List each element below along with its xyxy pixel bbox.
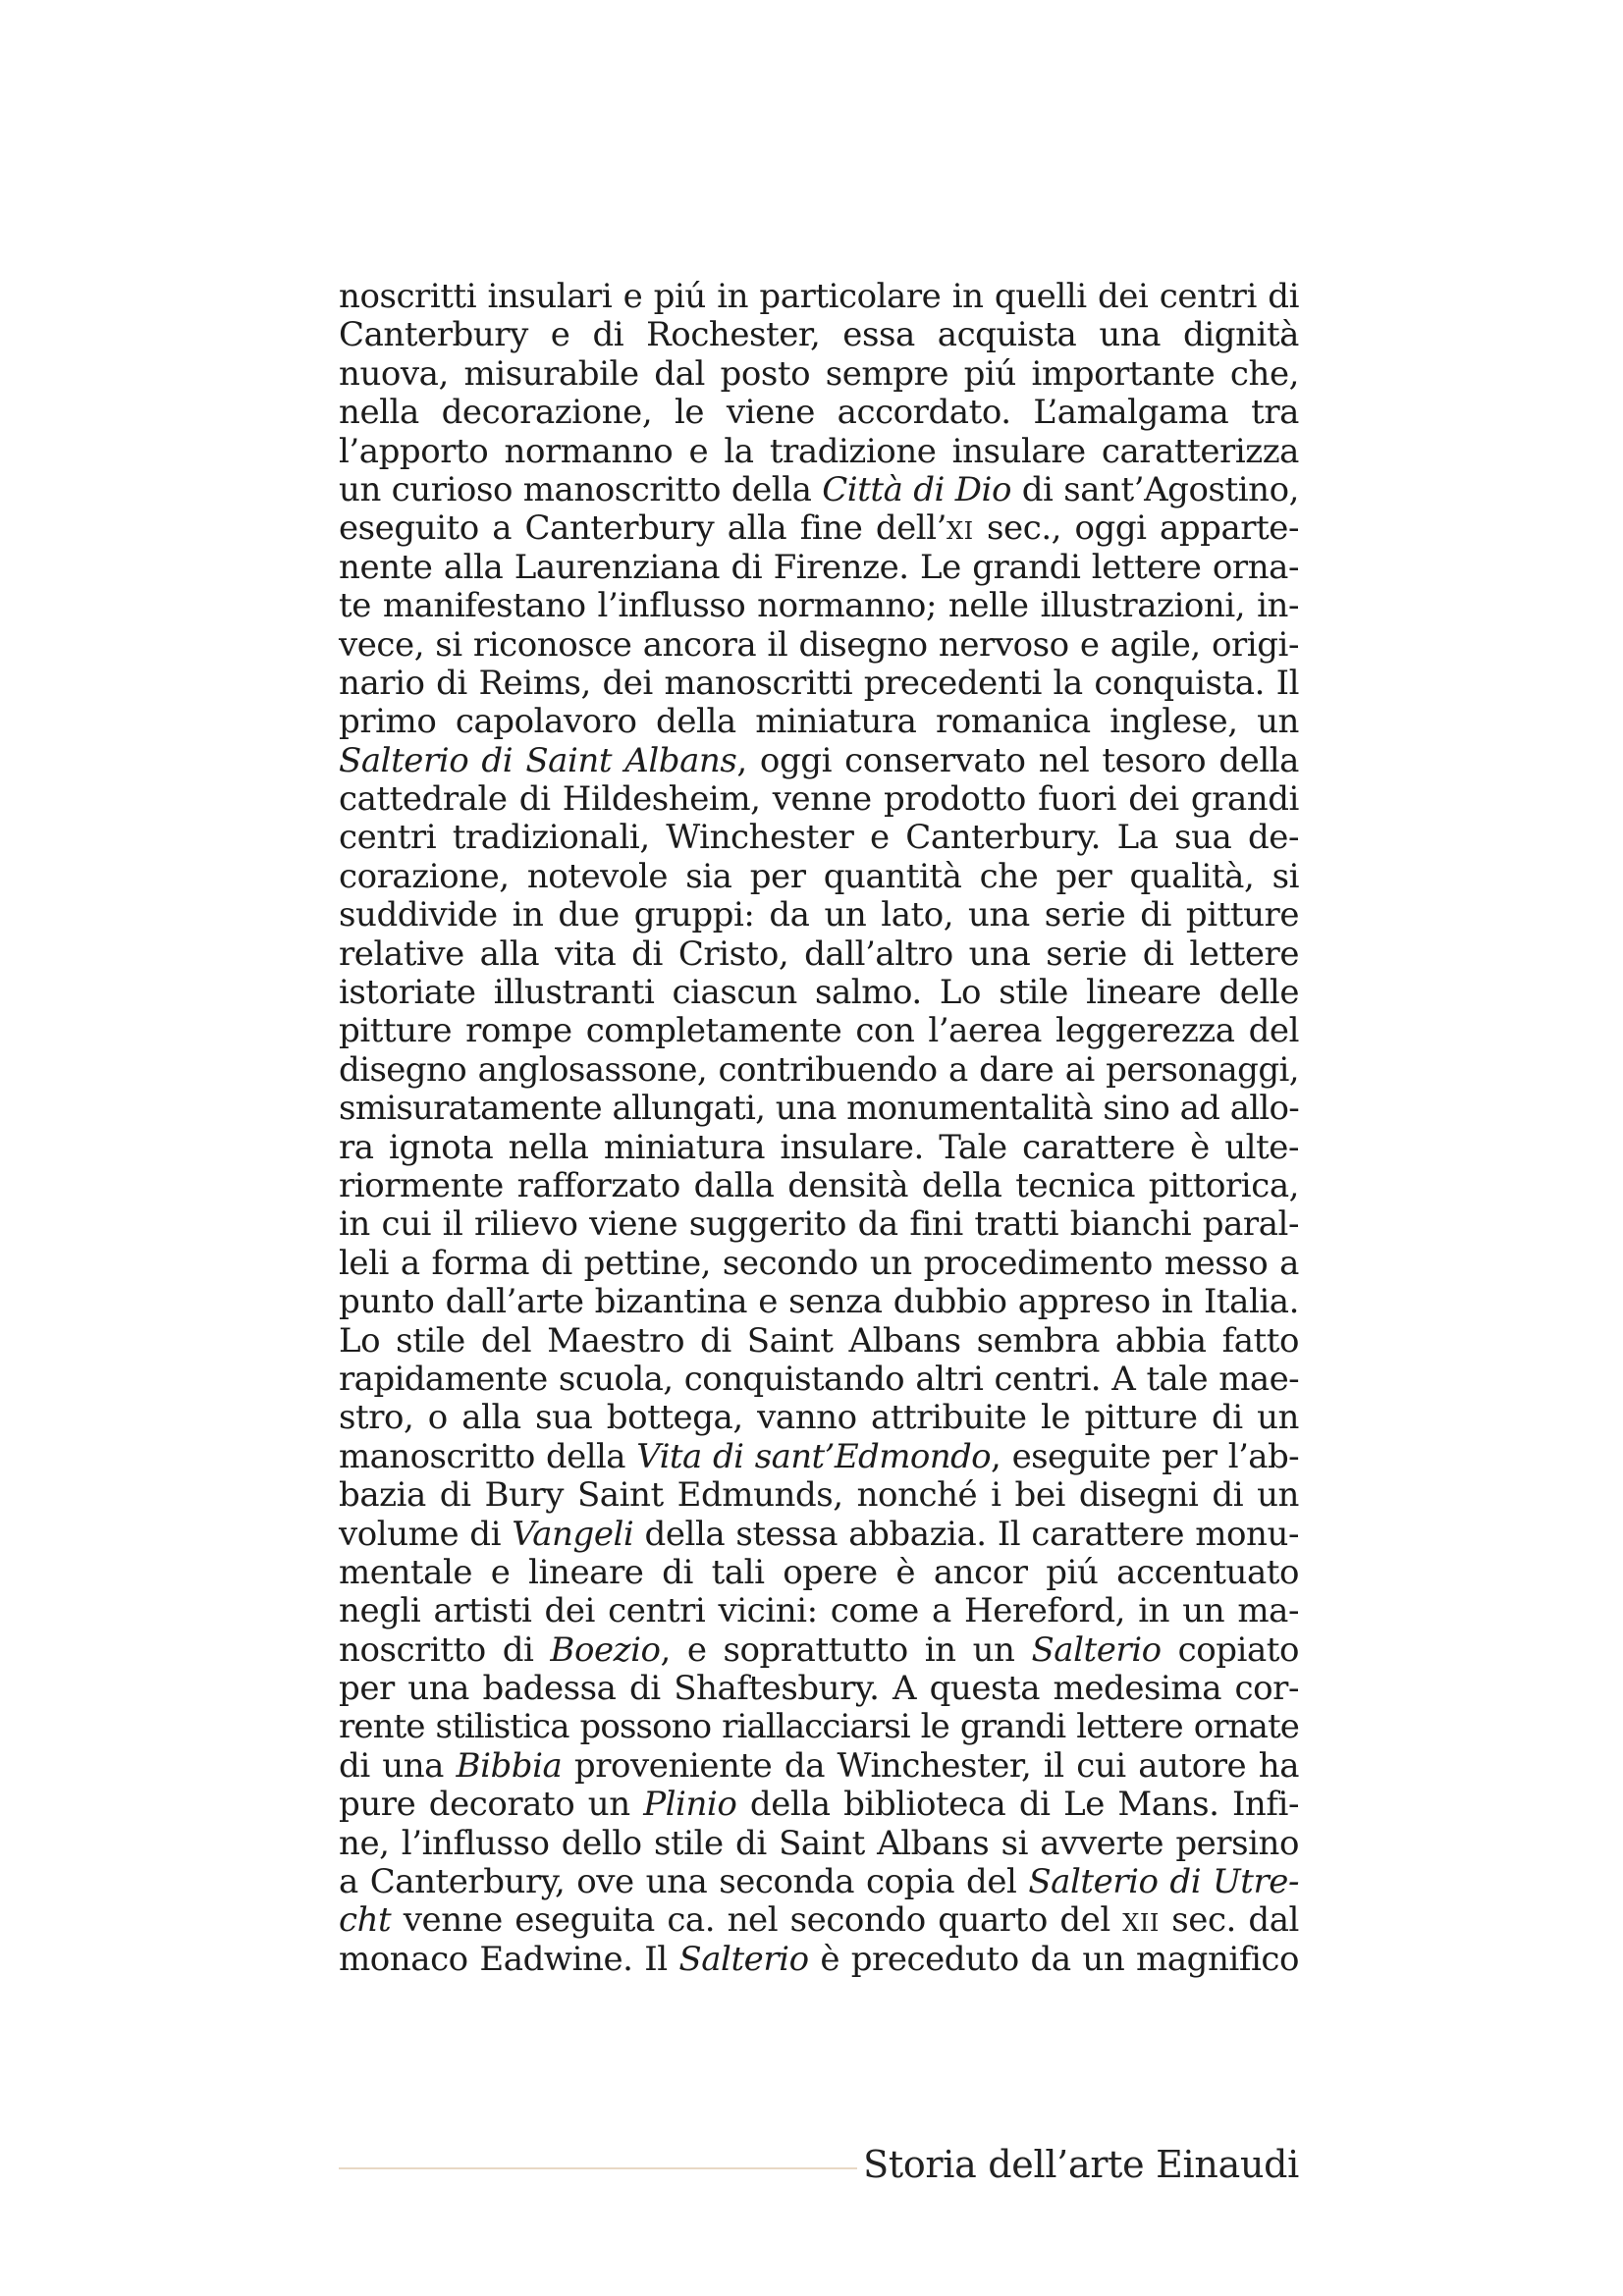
text-run: noscritto di xyxy=(339,1629,551,1670)
text-run: venne eseguita ca. nel secondo quarto del xyxy=(391,1900,1123,1941)
italic-title: Vangeli xyxy=(512,1514,634,1554)
text-run: nella decorazione, le viene accordato. L’amalgama tra xyxy=(339,393,1299,433)
text-line xyxy=(339,896,1299,934)
text-line xyxy=(339,703,1299,741)
italic-title: Salterio di Utre- xyxy=(1028,1862,1299,1902)
text-line xyxy=(339,780,1299,819)
text-run: mentale e lineare di tali opere è ancor piú accentuato xyxy=(339,1552,1299,1592)
text-run: per una badessa di Shaftesbury. A questa medesima cor- xyxy=(339,1669,1299,1709)
text-run: relative alla vita di Cristo, dall’altro una serie di lettere xyxy=(339,934,1299,974)
text-line xyxy=(339,1516,1299,1554)
text-line xyxy=(339,1747,1299,1786)
text-run: smisuratamente allungati, una monumentalità sino ad allo- xyxy=(339,1089,1299,1129)
text-run: è preceduto da un magnifico xyxy=(808,1939,1299,1979)
text-run: l’apporto normanno e la tradizione insulare caratterizza xyxy=(339,431,1299,471)
text-line xyxy=(339,509,1299,548)
text-run: ra ignota nella miniatura insulare. Tale carattere è ulte- xyxy=(339,1127,1299,1167)
century-numeral: xi xyxy=(947,508,974,549)
text-line xyxy=(339,935,1299,974)
text-run: Canterbury e di Rochester, essa acquista una dignità xyxy=(339,315,1299,355)
text-line xyxy=(339,974,1299,1012)
text-run: primo capolavoro della miniatura romanica inglese, un xyxy=(339,702,1299,742)
text-run: della biblioteca di Le Mans. Infi- xyxy=(736,1785,1299,1825)
text-run: della stessa abbazia. Il carattere monu- xyxy=(633,1514,1299,1554)
text-line xyxy=(339,1051,1299,1090)
text-run: sec., oggi apparte- xyxy=(973,508,1299,549)
italic-title: cht xyxy=(339,1900,392,1941)
text-run: pitture rompe completamente con l’aerea leggerezza del xyxy=(339,1011,1299,1051)
italic-title: Bibbia xyxy=(456,1745,563,1786)
italic-title: Vita di sant’Edmondo xyxy=(636,1436,992,1476)
text-line xyxy=(339,316,1299,354)
text-line xyxy=(339,1592,1299,1630)
text-line xyxy=(339,278,1299,316)
text-run: Lo stile del Maestro di Saint Albans sembra abbia fatto xyxy=(339,1320,1299,1361)
text-run: nuova, misurabile dal posto sempre piú importante che, xyxy=(339,353,1299,394)
text-line xyxy=(339,1167,1299,1205)
footer-rule xyxy=(339,2167,857,2169)
text-run: bazia di Bury Saint Edmunds, nonché i bei disegni di un xyxy=(339,1475,1299,1516)
italic-title: Salterio xyxy=(1031,1629,1162,1670)
body-text xyxy=(339,278,1299,1979)
text-line xyxy=(339,1205,1299,1244)
text-line xyxy=(339,471,1299,509)
text-run: noscritti insulari e piú in particolare in quelli dei centri di xyxy=(339,277,1299,316)
text-line xyxy=(339,1090,1299,1128)
text-run: ne, l’influsso dello stile di Saint Albans si avverte persino xyxy=(339,1823,1299,1863)
text-line xyxy=(339,1283,1299,1321)
text-line xyxy=(339,1012,1299,1050)
text-run: rapidamente scuola, conquistando altri centri. A tale mae- xyxy=(339,1359,1299,1399)
text-run: istoriate illustranti ciascun salmo. Lo stile lineare delle xyxy=(339,973,1299,1013)
text-run: disegno anglosassone, contribuendo a dare ai personaggi, xyxy=(339,1049,1299,1090)
text-run: nario di Reims, dei manoscritti precedenti la conquista. Il xyxy=(339,663,1299,703)
text-line xyxy=(339,1245,1299,1283)
text-run: manoscritto della xyxy=(339,1436,637,1476)
italic-title: Salterio di Saint Albans xyxy=(339,740,737,780)
text-run: un curioso manoscritto della xyxy=(339,469,823,509)
text-run: pure decorato un xyxy=(339,1785,644,1825)
text-run: negli artisti dei centri vicini: come a Hereford, in un ma- xyxy=(339,1591,1299,1631)
text-run: a Canterbury, ove una seconda copia del xyxy=(339,1862,1029,1902)
text-run: centri tradizionali, Winchester e Canterbury. La sua de- xyxy=(339,818,1299,858)
text-line xyxy=(339,665,1299,703)
text-line xyxy=(339,355,1299,394)
text-line xyxy=(339,433,1299,471)
text-line xyxy=(339,1322,1299,1361)
text-run: , e soprattutto in un xyxy=(660,1629,1032,1670)
text-line xyxy=(339,1863,1299,1901)
text-line xyxy=(339,819,1299,857)
page-footer xyxy=(339,2140,1299,2189)
text-line xyxy=(339,1941,1299,1979)
text-line xyxy=(339,1361,1299,1399)
text-line xyxy=(339,1631,1299,1670)
text-run: cattedrale di Hildesheim, venne prodotto fuori dei grandi xyxy=(339,779,1299,820)
text-run: sec. dal xyxy=(1159,1900,1299,1941)
text-line xyxy=(339,1476,1299,1515)
italic-title: Boezio xyxy=(550,1629,661,1670)
text-run: corazione, notevole sia per quantità che per qualità, si xyxy=(339,856,1299,896)
text-line xyxy=(339,1786,1299,1824)
italic-title: Salterio xyxy=(678,1939,809,1979)
text-line xyxy=(339,1901,1299,1940)
text-run: rente stilistica possono riallacciarsi le grandi lettere ornate xyxy=(339,1707,1299,1747)
text-line xyxy=(339,1438,1299,1476)
text-line xyxy=(339,1708,1299,1746)
text-line xyxy=(339,549,1299,587)
text-run: vece, si riconosce ancora il disegno nervoso e agile, origi- xyxy=(339,624,1299,665)
footer-title: Storia dell’arte Einaudi xyxy=(863,2143,1299,2186)
text-run: , oggi conservato nel tesoro della xyxy=(736,740,1299,780)
text-run: eseguito a Canterbury alla fine dell’ xyxy=(339,508,947,549)
italic-title: Plinio xyxy=(643,1785,737,1825)
century-numeral: xii xyxy=(1122,1900,1160,1941)
text-line xyxy=(339,1399,1299,1437)
text-run: riormente rafforzato dalla densità della tecnica pittorica, xyxy=(339,1165,1299,1205)
text-run: in cui il rilievo viene suggerito da fini tratti bianchi paral- xyxy=(339,1204,1299,1245)
text-line xyxy=(339,858,1299,896)
text-line xyxy=(339,1554,1299,1592)
italic-title: Città di Dio xyxy=(822,469,1011,509)
text-run: proveniente da Winchester, il cui autore ha xyxy=(562,1745,1300,1786)
text-run: volume di xyxy=(339,1514,513,1554)
text-line xyxy=(339,394,1299,432)
text-line xyxy=(339,1825,1299,1863)
text-run: copiato xyxy=(1161,1629,1300,1670)
text-run: monaco Eadwine. Il xyxy=(339,1939,679,1979)
text-line xyxy=(339,587,1299,625)
text-line xyxy=(339,1129,1299,1167)
text-line xyxy=(339,1670,1299,1708)
text-line xyxy=(339,626,1299,665)
text-run: leli a forma di pettine, secondo un procedimento messo a xyxy=(339,1243,1299,1283)
text-run: di una xyxy=(339,1745,457,1786)
text-line xyxy=(339,742,1299,780)
text-run: te manifestano l’influsso normanno; nelle illustrazioni, in- xyxy=(339,586,1299,626)
text-run: punto dall’arte bizantina e senza dubbio appreso in Italia. xyxy=(339,1282,1299,1322)
text-run: , eseguite per l’ab- xyxy=(991,1436,1300,1476)
text-run: di sant’Agostino, xyxy=(1010,469,1299,509)
text-run: suddivide in due gruppi: da un lato, una serie di pitture xyxy=(339,895,1299,935)
text-run: nente alla Laurenziana di Firenze. Le grandi lettere orna- xyxy=(339,547,1299,587)
text-run: stro, o alla sua bottega, vanno attribuite le pitture di un xyxy=(339,1398,1299,1438)
